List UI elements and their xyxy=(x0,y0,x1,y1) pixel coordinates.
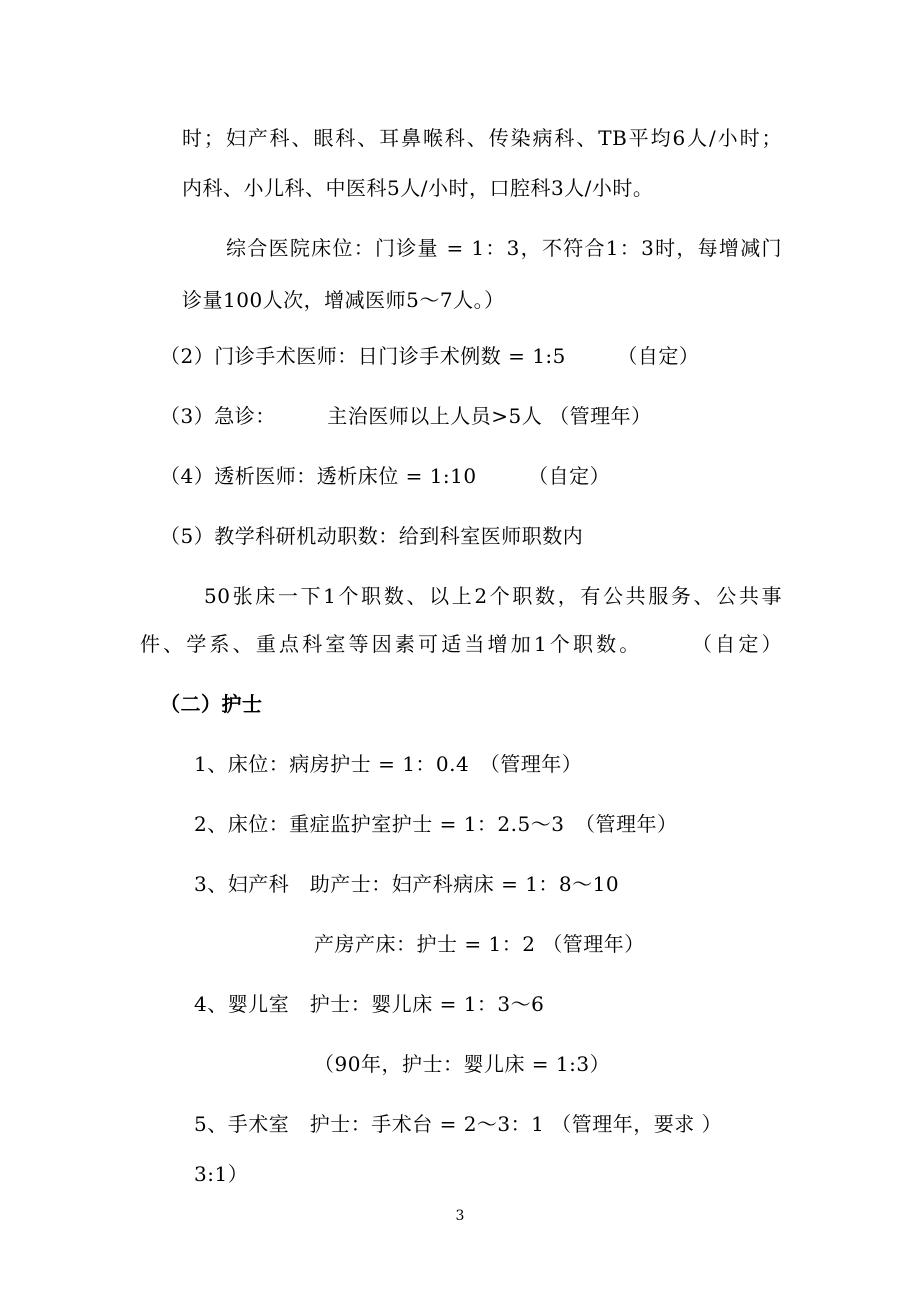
section-heading-nurses: （二）护士 xyxy=(160,692,263,716)
text-line-10: 件、学系、重点科室等因素可适当增加1个职数。 （自定） xyxy=(140,632,782,656)
text-line-19: 3:1） xyxy=(194,1162,249,1186)
page-number: 3 xyxy=(455,1208,465,1224)
text-line-15: 产房产床：护士 = 1：2 （管理年） xyxy=(314,932,645,956)
text-line-9: 50张床一下1个职数、以上2个职数，有公共服务、公共事 xyxy=(204,584,782,608)
text-line-4: 诊量100人次，增减医师5～7人。） xyxy=(182,288,505,312)
text-line-3: 综合医院床位：门诊量 = 1：3，不符合1：3时，每增减门 xyxy=(226,236,782,260)
text-line-17: （90年，护士：婴儿床 = 1:3） xyxy=(314,1052,611,1076)
text-line-13: 2、床位：重症监护室护士 = 1：2.5～3 （管理年） xyxy=(194,812,678,836)
text-line-16: 4、婴儿室 护士：婴儿床 = 1：3～6 xyxy=(194,992,545,1016)
text-line-1: 时；妇产科、眼科、耳鼻喉科、传染病科、TB平均6人/小时； xyxy=(182,126,782,150)
text-line-18: 5、手术室 护士：手术台 = 2～3：1 （管理年，要求 ） xyxy=(194,1112,723,1136)
text-line-14: 3、妇产科 助产士：妇产科病床 = 1：8～10 xyxy=(194,872,620,896)
text-line-5: （2）门诊手术医师：日门诊手术例数 = 1:5 （自定） xyxy=(160,344,700,368)
text-line-2: 内科、小儿科、中医科5人/小时，口腔科3人/小时。 xyxy=(182,176,654,200)
text-line-7: （4）透析医师：透析床位 = 1:10 （自定） xyxy=(160,464,611,488)
text-line-8: （5）教学科研机动职数：给到科室医师职数内 xyxy=(160,524,584,548)
text-line-12: 1、床位：病房护士 = 1：0.4 （管理年） xyxy=(194,752,583,776)
text-line-6: （3）急诊： 主治医师以上人员>5人 （管理年） xyxy=(160,404,652,428)
